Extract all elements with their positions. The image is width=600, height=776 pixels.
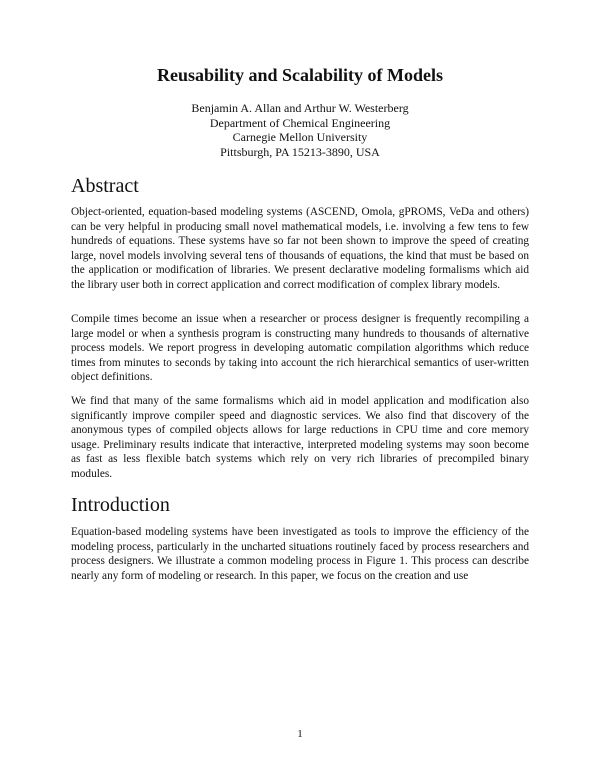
page-number: 1 <box>297 728 303 740</box>
affiliation-department: Department of Chemical Engineering <box>209 115 391 130</box>
abstract-heading: Abstract <box>71 175 139 197</box>
abstract-paragraph-3: We find that many of the same formalisms which aid in model application and modification also significantly improve compiler speed and diagnostic services. We also find that discovery of the anonymous types of compiled objects allows for large reductions in CPU time and core memory usage. Preliminary results indicate that interactive, interpreted modeling systems may soon become as fast as less flexible batch systems which rely on very rich libraries of precompiled binary modules. <box>71 395 529 480</box>
author-names: Benjamin A. Allan and Arthur W. Westerberg <box>191 101 409 115</box>
affiliation-address: Pittsburgh, PA 15213-3890, USA <box>220 144 380 159</box>
affiliation-university: Carnegie Mellon University <box>232 130 368 144</box>
paper-title: Reusability and Scalability of Models <box>156 65 444 85</box>
author-block <box>0 101 600 159</box>
abstract-paragraph-2: Compile times become an issue when a researcher or process designer is frequently recompiling a large model or when a synthesis program is constructing many hundreds to thousands of alternative process models. We report progress in developing automatic compilation algorithms which reduce times from minutes to seconds by taking into account the rich hierarchical semantics of user-written object definitions. <box>71 313 529 383</box>
abstract-paragraph-1: Object-oriented, equation-based modeling systems (ASCEND, Omola, gPROMS, VeDa and others) can be very helpful in producing small novel mathematical models, i.e. involving a few tens to few hundreds of equations. These systems have so far not been shown to improve the speed of creating large, novel models involving several tens of thousands of equations, the kind that must be based on the application or modification of libraries. We present declarative modeling formalisms which aid the library user both in correct application and correct modification of complex library models. <box>71 206 529 291</box>
introduction-heading: Introduction <box>71 494 170 516</box>
introduction-paragraph-1: Equation-based modeling systems have been investigated as tools to improve the efficiency of the modeling process, particularly in the uncharted situations routinely faced by process researchers and process designers. We illustrate a common modeling process in Figure 1. This process can describe nearly any form of modeling or research. In this paper, we focus on the creation and use <box>71 526 529 582</box>
